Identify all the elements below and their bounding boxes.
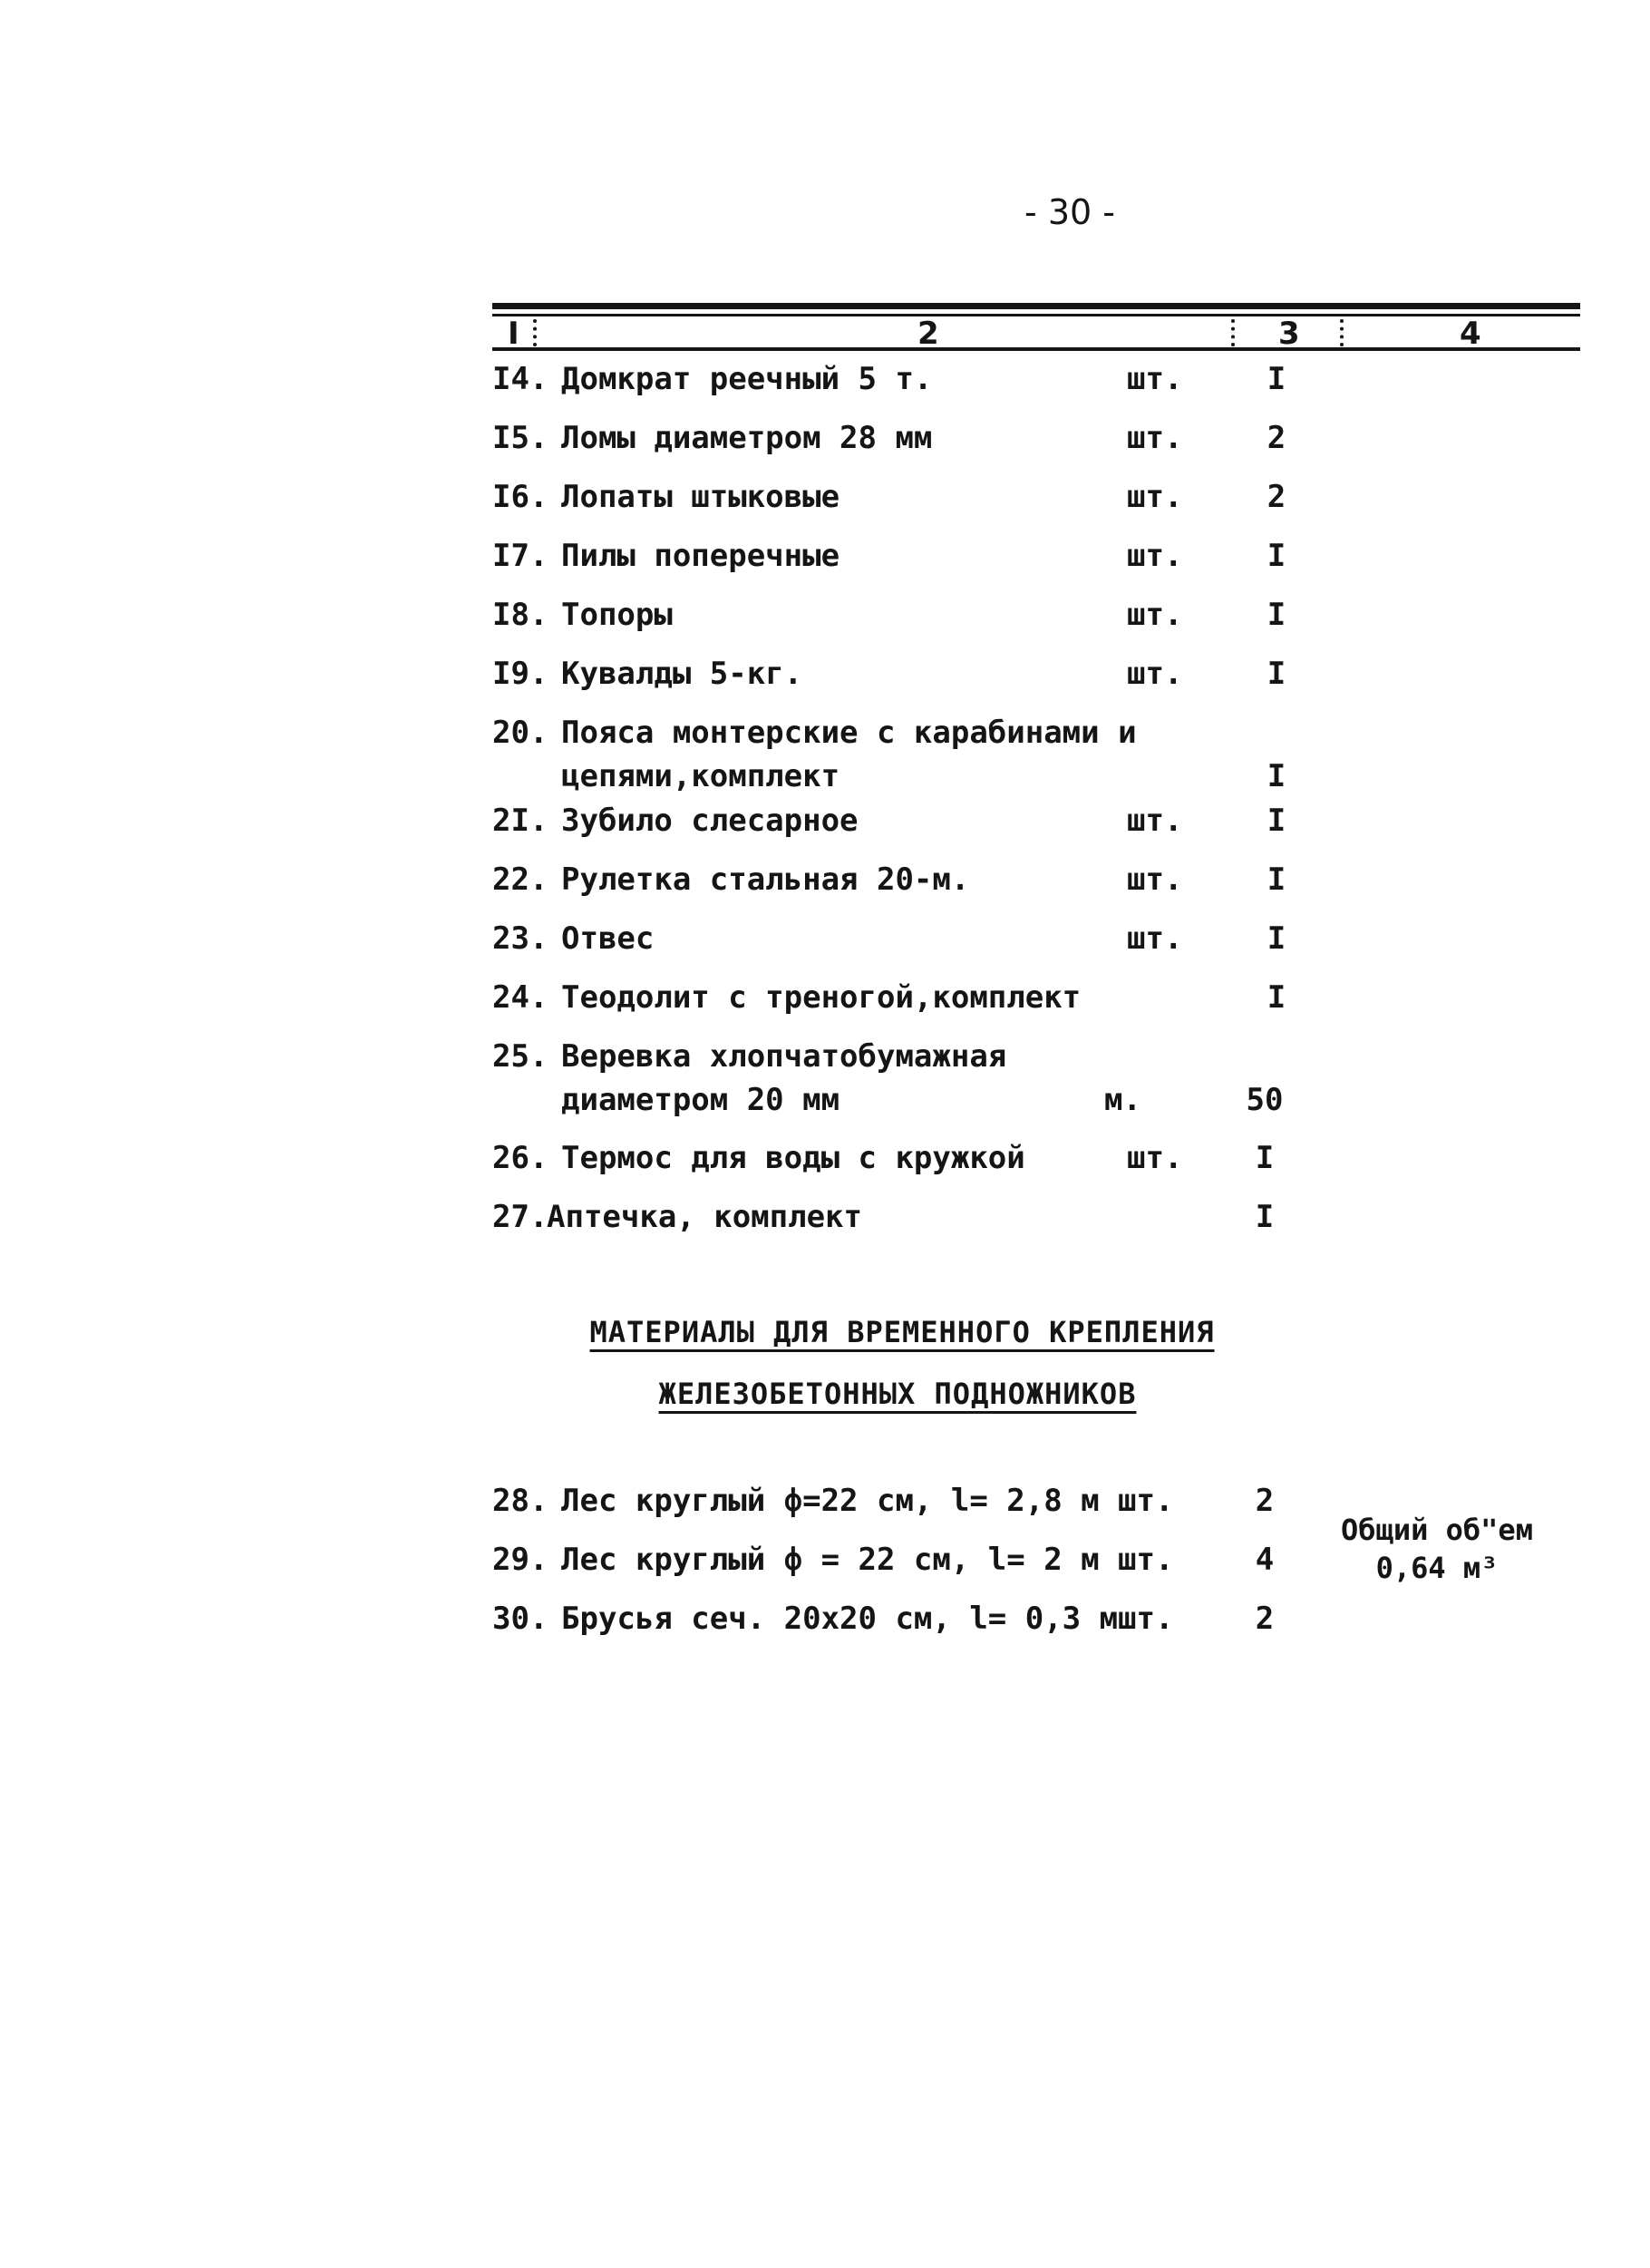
list-item [492, 593, 1535, 647]
item-number: I9. [492, 656, 548, 692]
list-item [492, 416, 1535, 471]
item-name: Термос для воды с кружкой [561, 1140, 1025, 1176]
item-qty: I [1267, 597, 1286, 633]
column-header-1: I [508, 316, 519, 352]
item-name: Пилы поперечные [561, 538, 840, 574]
item-name: Кувалды 5-кг. [561, 656, 803, 692]
item-number: I4. [492, 361, 548, 397]
material-number: 28. [492, 1483, 548, 1519]
material-unit: шт. [1118, 1601, 1174, 1637]
table-top-rule-thin [492, 314, 1580, 316]
item-qty: I [1267, 758, 1286, 794]
item-qty: I [1267, 361, 1286, 397]
item-number: I8. [492, 597, 548, 633]
list-item [492, 475, 1535, 530]
list-item [492, 1035, 1535, 1125]
column-divider [1231, 319, 1235, 346]
column-divider [533, 319, 537, 346]
list-item [492, 357, 1535, 412]
item-qty: 50 [1246, 1082, 1284, 1118]
table-header-rule [492, 347, 1580, 351]
list-item [492, 1136, 1535, 1191]
column-divider [1340, 319, 1344, 346]
item-qty: I [1267, 979, 1286, 1016]
list-item [492, 1195, 1535, 1250]
column-header-3: 3 [1278, 316, 1300, 352]
item-name: Лопаты штыковые [561, 479, 840, 515]
item-unit: шт. [1127, 597, 1183, 633]
item-name-continued: диаметром 20 мм [561, 1082, 840, 1118]
item-unit: шт. [1127, 861, 1183, 898]
item-number: 22. [492, 861, 548, 898]
list-item [492, 799, 1535, 853]
item-qty: I [1267, 538, 1286, 574]
materials-note [1315, 1511, 1559, 1587]
item-unit: шт. [1127, 479, 1183, 515]
section-heading-line-2: ЖЕЛЕЗОБЕТОННЫХ ПОДНОЖНИКОВ [658, 1377, 1137, 1411]
item-name: Аптечка, комплект [547, 1199, 862, 1235]
item-name: Зубило слесарное [561, 803, 859, 839]
item-unit: шт. [1127, 656, 1183, 692]
item-unit: шт. [1127, 420, 1183, 456]
item-number: 24. [492, 979, 548, 1016]
item-name: Теодолит с треногой,комплект [561, 979, 1082, 1016]
item-name: Топоры [561, 597, 673, 633]
item-qty: I [1267, 803, 1286, 839]
item-name-continued: цепями,комплект [561, 758, 840, 794]
item-number: 27. [492, 1199, 548, 1235]
list-item [492, 917, 1535, 971]
item-name: Ломы диаметром 28 мм [561, 420, 933, 456]
material-unit: шт. [1118, 1483, 1174, 1519]
item-name: Домкрат реечный 5 т. [561, 361, 933, 397]
item-qty: I [1267, 861, 1286, 898]
page-number: - 30 - [1024, 192, 1115, 232]
column-header-4: 4 [1460, 316, 1481, 352]
materials-note-line-2: 0,64 м³ [1375, 1551, 1499, 1585]
material-name: Лес круглый ф = 22 см, l= 2 м [561, 1542, 1100, 1578]
list-item [492, 652, 1535, 706]
item-number: I6. [492, 479, 548, 515]
item-unit: шт. [1127, 803, 1183, 839]
item-number: 25. [492, 1038, 548, 1075]
item-qty: I [1255, 1140, 1275, 1176]
item-name: Рулетка стальная 20-м. [561, 861, 970, 898]
item-unit: шт. [1127, 538, 1183, 574]
item-unit: шт. [1127, 1140, 1183, 1176]
item-qty: 2 [1267, 420, 1286, 456]
material-number: 30. [492, 1601, 548, 1637]
item-number: 20. [492, 715, 548, 751]
material-unit: шт. [1118, 1542, 1174, 1578]
table-top-rule [492, 303, 1580, 309]
item-qty: 2 [1267, 479, 1286, 515]
material-name: Брусья сеч. 20х20 см, l= 0,3 м [561, 1601, 1119, 1637]
list-item [492, 711, 1535, 802]
item-unit: шт. [1127, 920, 1183, 957]
material-qty: 4 [1255, 1542, 1275, 1578]
item-number: 2I. [492, 803, 548, 839]
item-unit: шт. [1127, 361, 1183, 397]
item-unit: м. [1104, 1082, 1141, 1118]
material-number: 29. [492, 1542, 548, 1578]
list-item [492, 976, 1535, 1030]
item-number: 23. [492, 920, 548, 957]
item-name: Веревка хлопчатобумажная [561, 1038, 1007, 1075]
item-name: Отвес [561, 920, 655, 957]
item-number: I5. [492, 420, 548, 456]
list-item [492, 534, 1535, 589]
item-number: I7. [492, 538, 548, 574]
materials-note-line-1: Общий об"ем [1341, 1513, 1533, 1547]
item-qty: I [1267, 920, 1286, 957]
material-row [492, 1597, 1535, 1651]
list-item [492, 858, 1535, 912]
item-qty: I [1267, 656, 1286, 692]
material-name: Лес круглый ф=22 см, l= 2,8 м [561, 1483, 1100, 1519]
item-number: 26. [492, 1140, 548, 1176]
material-qty: 2 [1255, 1601, 1275, 1637]
material-qty: 2 [1255, 1483, 1275, 1519]
item-qty: I [1255, 1199, 1275, 1235]
section-heading-line-1: МАТЕРИАЛЫ ДЛЯ ВРЕМЕННОГО КРЕПЛЕНИЯ [589, 1315, 1215, 1349]
column-header-2: 2 [917, 316, 939, 352]
item-name: Пояса монтерские с карабинами и [561, 715, 1137, 751]
